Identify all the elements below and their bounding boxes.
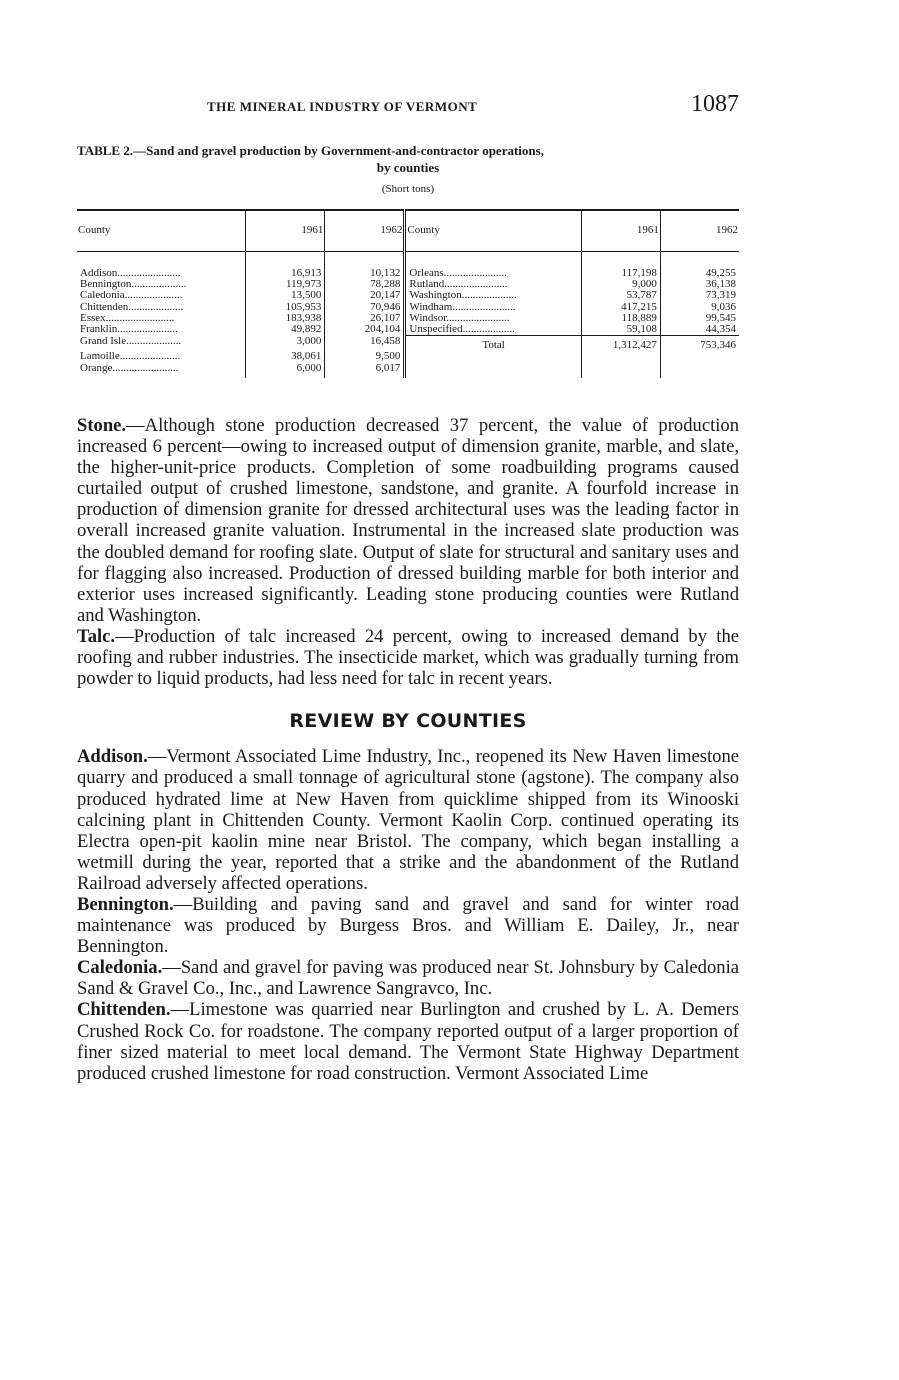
right-1962-cell: 44,354	[705, 323, 736, 336]
left-county-name: Orange	[80, 362, 113, 374]
table-title	[77, 142, 739, 176]
leader-dots: ......................	[119, 351, 181, 363]
right-county-name: Washington	[409, 290, 462, 302]
col-header-county-left: County	[77, 210, 246, 252]
leader-dots: ......................	[117, 324, 178, 336]
runin-stone: Stone.	[77, 415, 127, 436]
left-1962-cell: 70,946	[325, 302, 405, 313]
left-1961-cell: 119,973	[246, 279, 325, 290]
leader-dots: .........................	[105, 312, 175, 324]
runin-addison: Addison.	[77, 746, 148, 768]
right-1961-cell: 53,787	[581, 290, 660, 301]
left-1961-cell: 6,000	[246, 363, 325, 378]
paragraph-stone	[77, 415, 739, 626]
leader-dots: ...................	[462, 324, 515, 336]
leader-dots: .....................	[124, 290, 183, 302]
col-header-county-right: County	[405, 210, 581, 252]
runin-chittenden: Chittenden.	[77, 999, 171, 1021]
left-1961-cell: 105,953	[246, 302, 325, 313]
right-1962-cell: 49,255	[705, 267, 736, 279]
right-1962-cell: 99,545	[705, 311, 736, 324]
left-1961-cell: 49,892	[246, 324, 325, 336]
left-1961-cell: 13,500	[246, 290, 325, 301]
right-county-cell	[405, 324, 581, 336]
table-header-row	[77, 210, 739, 252]
right-county-cell	[405, 290, 581, 301]
leader-dots: .......................	[117, 267, 181, 279]
left-county-cell	[77, 351, 246, 362]
text-talc: —Production of talc increased 24 percent, owing to increased demand by the roofing and rubber industries. The insecticide market, which was gradually turning from powder to liquid products, had less need for talc in recent years.	[77, 625, 739, 690]
right-1961-cell: 59,108	[581, 324, 660, 336]
table-row	[77, 290, 739, 301]
left-county-cell	[77, 313, 246, 324]
left-1961-cell: 16,913	[246, 252, 325, 280]
section-heading: REVIEW BY COUNTIES	[289, 710, 527, 733]
table-row	[77, 351, 739, 362]
table-title-line1: TABLE 2.—Sand and gravel production by Government-and-contractor operations,	[77, 143, 544, 158]
empty-cell	[405, 351, 581, 362]
left-county-cell	[77, 252, 246, 280]
paragraph-talc	[77, 626, 739, 689]
left-county-name: Addison	[80, 267, 118, 279]
left-1962-cell: 10,132	[325, 252, 405, 280]
running-title: THE MINERAL INDUSTRY OF VERMONT	[207, 99, 478, 114]
table-row	[77, 324, 739, 336]
right-county-name: Windsor	[409, 312, 447, 324]
paragraph-chittenden	[77, 999, 739, 1083]
leader-dots: .......................	[446, 312, 510, 324]
running-head	[77, 91, 739, 121]
leader-dots: ....................	[126, 335, 182, 347]
right-county-name: Orleans	[409, 267, 444, 279]
left-county-cell	[77, 363, 246, 378]
left-county-cell	[77, 302, 246, 313]
leader-dots: .......................	[444, 279, 508, 291]
right-1962-cell: 73,319	[705, 289, 736, 302]
right-1962-cell: 36,138	[705, 278, 736, 291]
left-county-name: Caledonia	[80, 290, 125, 302]
empty-cell	[581, 351, 660, 362]
empty-cell	[581, 363, 660, 378]
left-county-cell	[77, 290, 246, 301]
paragraph-caledonia	[77, 957, 739, 999]
empty-cell	[660, 363, 739, 378]
right-1962-cell: 9,036	[711, 300, 736, 313]
body-text	[77, 415, 739, 1084]
page-number: 1087	[691, 91, 739, 117]
left-1962-cell: 78,288	[325, 279, 405, 290]
left-county-name: Bennington	[80, 279, 132, 291]
col-header-1962-right: 1962	[660, 210, 739, 252]
production-table	[77, 209, 739, 378]
empty-cell	[660, 351, 739, 362]
left-1962-cell: 20,147	[325, 290, 405, 301]
right-county-cell	[405, 279, 581, 290]
table-title-line2: by counties	[376, 160, 440, 175]
right-1961-cell: 9,000	[581, 279, 660, 290]
leader-dots: .......................	[452, 301, 516, 313]
left-1962-cell: 26,107	[325, 313, 405, 324]
left-county-name: Essex	[80, 312, 106, 324]
left-county-name: Grand Isle	[80, 335, 127, 347]
col-header-1961-right: 1961	[581, 210, 660, 252]
left-1962-cell: 6,017	[325, 363, 405, 378]
left-county-cell	[77, 279, 246, 290]
runin-talc: Talc.	[77, 625, 116, 647]
runin-bennington: Bennington.	[77, 893, 174, 915]
right-county-cell	[405, 313, 581, 324]
right-1961-cell: 118,889	[581, 313, 660, 324]
col-header-1961-left: 1961	[246, 210, 325, 252]
left-1962-cell: 9,500	[325, 351, 405, 362]
table-row	[77, 252, 739, 280]
text-caledonia: —Sand and gravel for paving was produced near St. Johnsbury by Caledonia Sand & Gravel Co., Inc., and Lawrence Sangravco, Inc.	[77, 957, 739, 1000]
empty-cell	[405, 363, 581, 378]
right-1961-cell: 417,215	[581, 302, 660, 313]
left-1961-cell: 183,938	[246, 313, 325, 324]
left-county-name: Chittenden	[80, 301, 129, 313]
table-row	[77, 363, 739, 378]
left-1961-cell: 38,061	[246, 351, 325, 362]
right-county-name: Unspecified	[409, 324, 463, 336]
total-label-cell: Total	[405, 336, 581, 352]
table-unit: (Short tons)	[381, 183, 435, 195]
left-1962-cell: 16,458	[325, 336, 405, 352]
leader-dots: .......................	[443, 267, 507, 279]
total-1962-cell: 753,346	[660, 336, 739, 352]
col-header-1962-left: 1962	[325, 210, 405, 252]
right-county-name: Windham	[409, 301, 453, 313]
paragraph-addison	[77, 746, 739, 894]
table-row	[77, 336, 739, 352]
paragraph-bennington	[77, 894, 739, 957]
left-county-name: Lamoille	[80, 351, 120, 363]
text-stone: —Although stone production decreased 37 percent, the value of production increased 6 percent—owing to increased output of dimension granite, marble, and slate, the higher-unit-price products. Completion of some roadbuilding programs caused curtailed output of crushed limestone, sandstone, and granite. A fourfold increase in production of dimension granite for dressed architectural uses was the leading factor in overall increased granite valuation. Instrumental in the increased slate production was the doubled demand for roofing slate. Output of slate for structural and sanitary uses and for flagging also increased. Production of dressed building marble for both interior and exterior uses increased significantly. Leading stone producing counties were Rutland and Washington.	[77, 415, 739, 626]
text-chittenden: —Limestone was quarried near Burlington and crushed by L. A. Demers Crushed Rock Co. for roadstone. The company reported output of a larger proportion of finer sized material to meet local demand. The Vermont State Highway Department produced crushed limestone for road construction. Vermont Associated Lime	[77, 999, 739, 1084]
leader-dots: ....................	[461, 290, 517, 302]
total-1961-cell: 1,312,427	[581, 336, 660, 352]
left-1961-cell: 3,000	[246, 336, 325, 352]
leader-dots: ....................	[128, 301, 184, 313]
right-county-cell	[405, 302, 581, 313]
right-1961-cell: 117,198	[581, 252, 660, 280]
left-1962-cell: 204,104	[325, 324, 405, 336]
leader-dots: ........................	[112, 362, 179, 374]
text-addison: —Vermont Associated Lime Industry, Inc., reopened its New Haven limestone quarry and produced a small tonnage of agricultural stone (agstone). The company also produced hydrated lime at New Haven from quicklime shipped from its Winooski calcining plant in Chittenden County. Vermont Kaolin Corp. continued operating its Electra open-pit kaolin mine near Bristol. The company, which began installing a wetmill during the year, reported that a strike and the abandonment of the Rutland Railroad adversely affected operations.	[77, 746, 739, 894]
leader-dots: ....................	[131, 279, 187, 291]
text-bennington: —Building and paving sand and gravel and sand for winter road maintenance was produced by Burgess Bros. and William E. Dailey, Jr., near Bennington.	[77, 893, 739, 958]
runin-caledonia: Caledonia.	[77, 957, 163, 979]
left-county-cell	[77, 324, 246, 336]
table-body	[77, 252, 739, 378]
right-county-cell	[405, 252, 581, 280]
left-county-name: Franklin	[80, 324, 118, 336]
left-county-cell	[77, 336, 246, 352]
right-county-name: Rutland	[409, 279, 445, 291]
